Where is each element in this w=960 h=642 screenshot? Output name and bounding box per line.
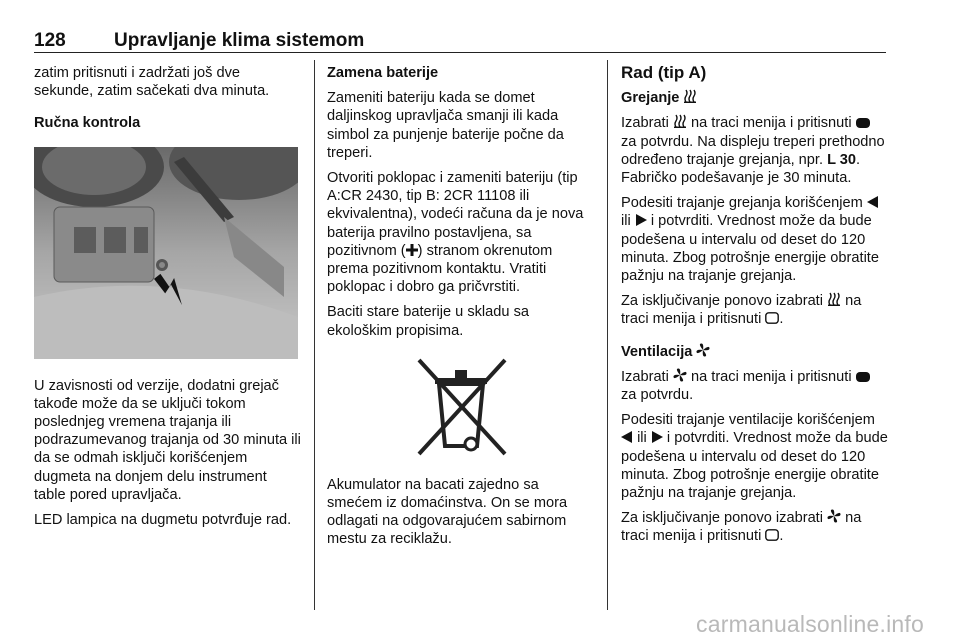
text-span: na traci menija i pritisnuti xyxy=(621,510,862,545)
text-span: za potvrdu. Na displeju treperi prethodno određeno trajanje grejanja, npr. xyxy=(621,133,885,168)
paragraph xyxy=(621,368,889,404)
confirm-button-icon xyxy=(856,372,870,382)
off-button-icon xyxy=(765,529,779,541)
header-rule xyxy=(34,52,886,53)
fan-icon xyxy=(827,509,841,523)
column-divider xyxy=(314,60,315,610)
section-heading: Rad (tip A) xyxy=(621,63,707,82)
arrow-left-icon xyxy=(621,431,633,443)
text-span: . xyxy=(779,311,784,328)
text-span: Grejanje xyxy=(621,90,680,107)
column-1 xyxy=(34,64,302,536)
paragraph: zatim pritisnuti i zadržati još dve sekunde, zatim sačekati dva minuta. xyxy=(34,65,270,100)
text-span: Za isključivanje ponovo izabrati xyxy=(621,510,823,527)
column-divider xyxy=(607,60,608,610)
dashboard-photo xyxy=(34,147,298,359)
column-3 xyxy=(621,64,889,553)
text-span: i potvrditi. Vrednost može da bude podešena u intervalu od deset do 120 minuta. Zbog potrošnje energije obratite pažnju na trajanje grejanja. xyxy=(621,430,888,502)
text-span: Za isključivanje ponovo izabrati xyxy=(621,293,823,310)
page-title: Upravljanje klima sistemom xyxy=(114,30,365,51)
text-span: Izabrati xyxy=(621,115,669,132)
page-number: 128 xyxy=(34,30,66,51)
fan-icon xyxy=(696,343,710,357)
paragraph xyxy=(621,509,889,545)
text-span: . Fabričko podešavanje je 30 minuta. xyxy=(621,151,861,187)
section-heading: Zamena baterije xyxy=(327,65,439,81)
text-span: i potvrditi. Vrednost može da bude podešena u intervalu od deset do 120 minuta. Zbog potrošnje energije obratite pažnju na trajanje grejanja. xyxy=(621,213,879,285)
heat-waves-icon xyxy=(673,114,687,128)
paragraph xyxy=(621,114,889,187)
paragraph: Baciti stare baterije u skladu sa ekološkim propisima. xyxy=(327,304,529,339)
text-span: ili xyxy=(637,430,647,447)
text-span: ili xyxy=(621,213,631,230)
section-heading: Ručna kontrola xyxy=(34,115,141,132)
text-span: na traci menija i pritisnuti xyxy=(621,293,862,328)
text-span: Otvoriti poklopac i zameniti bateriju (tip A:CR 2430, tip B: 2CR 11108 ili ekvivalentna), vodeći računa da je nova baterija pravilno postavljena, sa pozitivnom ( xyxy=(327,170,584,259)
text-span: za potvrdu. xyxy=(621,387,694,404)
display-value: L 30 xyxy=(827,151,857,168)
subsection-heading xyxy=(621,343,889,361)
column-2 xyxy=(327,64,595,556)
arrow-right-icon xyxy=(635,214,647,226)
paragraph: U zavisnosti od verzije, dodatni grejač takođe može da se uključi tokom poslednjeg vremena trajanja ili podrazumevanog trajanja od 30 minuta ili da se odmah isključi korišćenjem dugmeta na donjem delu instrument table pored upravljača. xyxy=(34,377,301,503)
paragraph: LED lampica na dugmetu potvrđuje rad. xyxy=(34,512,292,529)
text-span: na traci menija i pritisnuti xyxy=(690,368,852,385)
heat-waves-icon xyxy=(827,292,841,306)
arrow-right-icon xyxy=(651,431,663,443)
text-span: Podesiti trajanje ventilacije korišćenjem xyxy=(621,412,875,429)
fan-icon xyxy=(673,368,687,382)
crossed-bin-icon xyxy=(401,356,521,458)
text-span: Ventilacija xyxy=(621,343,693,360)
text-span: ) stranom okrenutom prema pozitivnom kontaktu. Vratiti poklopac i dobro ga pričvrstiti. xyxy=(327,242,553,296)
plus-icon xyxy=(406,244,418,256)
page-header xyxy=(34,30,886,52)
confirm-button-icon xyxy=(856,118,870,128)
paragraph xyxy=(621,292,889,328)
watermark: carmanualsonline.info xyxy=(696,611,924,637)
heat-waves-icon xyxy=(683,89,697,103)
paragraph xyxy=(621,194,889,285)
text-span: . xyxy=(779,528,784,545)
text-span: Podesiti trajanje grejanja korišćenjem xyxy=(621,195,863,212)
off-button-icon xyxy=(765,312,779,324)
text-span: na traci menija i pritisnuti xyxy=(690,115,852,132)
subsection-heading xyxy=(621,89,889,107)
arrow-left-icon xyxy=(867,196,879,208)
paragraph: Akumulator na bacati zajedno sa smećem iz domaćinstva. On se mora odlagati na odgovarajućem sabirnom mestu za reciklažu. xyxy=(327,476,568,548)
paragraph xyxy=(621,411,889,502)
text-span: Izabrati xyxy=(621,368,669,385)
paragraph: Zameniti bateriju kada se domet daljinskog upravljača smanji ili kada simbol za punjenje baterije počne da treperi. xyxy=(327,90,564,161)
paragraph xyxy=(327,169,595,296)
